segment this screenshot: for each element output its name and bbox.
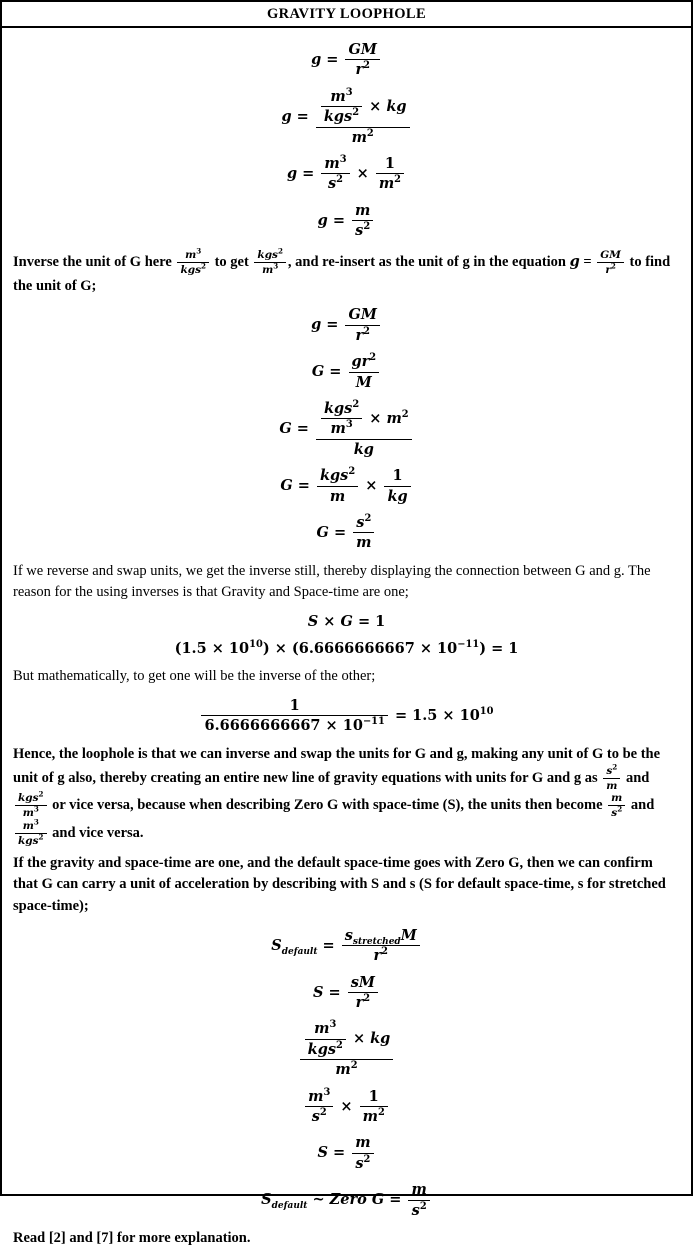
math-run: m [22, 819, 34, 832]
fraction [316, 400, 412, 458]
superscript: 2 [277, 246, 283, 256]
math-run: to get [210, 253, 253, 270]
superscript: 2 [612, 762, 618, 772]
math-run: g [281, 107, 292, 125]
fraction [321, 155, 349, 193]
equation [13, 1181, 680, 1219]
superscript: 3 [323, 1086, 331, 1098]
math-run: m [185, 248, 197, 261]
math-run: m [606, 780, 618, 793]
superscript: 2 [369, 352, 377, 364]
fraction [349, 353, 380, 391]
superscript: 2 [336, 1040, 343, 1051]
equation [13, 155, 680, 193]
fraction [15, 789, 47, 820]
fraction [597, 249, 624, 276]
math-run: × [364, 97, 387, 115]
math-run: Inverse the unit of G here [13, 253, 176, 270]
math-run: = [321, 50, 344, 68]
superscript: 2 [363, 221, 371, 233]
fraction [352, 202, 373, 240]
math-run: M [400, 926, 417, 944]
superscript: 2 [364, 513, 372, 525]
superscript: 3 [345, 86, 353, 98]
math-run: = [327, 211, 351, 229]
paragraph [13, 744, 680, 847]
equation [13, 1134, 680, 1172]
math-run: g [569, 252, 580, 270]
math-run: GM [348, 41, 377, 58]
math-run: r [355, 994, 364, 1012]
math-run: s [344, 926, 353, 944]
math-run: kgs [323, 399, 353, 417]
math-run: r [355, 61, 364, 79]
math-run: r [605, 263, 611, 276]
math-run: × [335, 1097, 358, 1115]
superscript: −11 [457, 638, 480, 650]
math-run: kgs [18, 792, 39, 805]
math-run: kg [386, 97, 407, 115]
math-run: kgs [18, 834, 39, 847]
paragraph [13, 853, 680, 918]
math-run: × [347, 1030, 371, 1048]
superscript: 2 [38, 832, 44, 842]
superscript: 10 [479, 705, 494, 717]
fraction [408, 1181, 429, 1219]
equation [13, 400, 680, 458]
math-run: 6.6666666667 × 10 [204, 717, 363, 735]
superscript: 2 [401, 409, 409, 421]
superscript: 2 [617, 804, 623, 814]
superscript: 3 [33, 804, 39, 814]
equation [13, 1088, 680, 1126]
math-run: = [321, 316, 344, 334]
math-run: m [355, 201, 371, 219]
math-run: s [611, 807, 618, 820]
math-run: kg [353, 440, 374, 458]
superscript: 2 [363, 325, 370, 337]
math-run: 1 [392, 467, 403, 485]
math-run: ) = 1 [479, 639, 519, 657]
fraction [321, 400, 362, 438]
equation [13, 202, 680, 240]
superscript: 2 [363, 993, 371, 1005]
math-run: m [378, 175, 395, 193]
equation [13, 613, 680, 630]
superscript: 2 [610, 261, 616, 271]
math-run: Zero G [329, 1191, 385, 1209]
equation [13, 306, 680, 344]
subscript: stretched [352, 936, 401, 947]
superscript: 2 [200, 261, 206, 271]
superscript: 2 [319, 1107, 327, 1119]
math-run: gr [351, 353, 370, 371]
paragraph [13, 246, 680, 298]
math-run: kgs [257, 248, 278, 261]
math-run: g [286, 164, 298, 182]
math-run: m [329, 487, 346, 505]
equation [13, 974, 680, 1012]
math-run: S [313, 983, 324, 1001]
math-run: m [330, 420, 346, 438]
math-run: g [311, 316, 322, 334]
equation [13, 353, 680, 391]
math-run: and [622, 770, 650, 787]
math-run: If we reverse and swap units, we get the inverse still, thereby displaying the connection between G and g. The reason for the using inverses is that Gravity and Space-time are one; [13, 562, 651, 601]
math-run: 1 [368, 1087, 379, 1105]
fraction [321, 88, 362, 126]
math-run: = [317, 936, 340, 954]
math-run: = 1 [352, 613, 386, 631]
superscript: 2 [336, 174, 343, 186]
fraction [305, 1088, 333, 1126]
fraction [352, 1134, 373, 1172]
paragraph [13, 666, 680, 688]
fraction [201, 697, 387, 735]
document-body [2, 28, 691, 1258]
fraction [342, 927, 420, 965]
equation [13, 1020, 680, 1078]
paragraph [13, 561, 680, 605]
superscript: 2 [38, 789, 44, 799]
math-run: 1 [289, 696, 300, 714]
math-run: GM [348, 306, 377, 324]
equation [13, 88, 680, 146]
math-run: × [351, 164, 374, 182]
math-run: G [311, 363, 325, 381]
math-run: kgs [319, 467, 349, 485]
superscript: 2 [352, 399, 360, 411]
math-run: G [280, 477, 293, 495]
fraction [608, 792, 625, 819]
math-run: sM [350, 973, 375, 991]
superscript: 2 [348, 466, 356, 478]
math-run: m [355, 1134, 371, 1152]
math-run: s [327, 175, 337, 193]
math-run: S [261, 1191, 272, 1209]
superscript: 3 [345, 419, 353, 431]
math-run: GM [600, 248, 621, 261]
math-run: and [627, 797, 655, 814]
math-run: to find the unit of G; [13, 253, 671, 294]
superscript: 3 [273, 261, 279, 271]
math-run: Hence, the loophole is that we can inverse and swap the units for G and g, making any unit of G to be the unit of g also, thereby creating an entire new line of gravity equations with units for G and g as [13, 745, 661, 787]
math-run: G [316, 523, 329, 541]
fraction [348, 974, 378, 1012]
fraction [305, 1020, 346, 1058]
math-run: s [606, 765, 613, 778]
math-run: S [271, 936, 282, 954]
math-run: = 1.5 × 10 [389, 706, 480, 724]
fraction [300, 1020, 394, 1078]
superscript: 2 [377, 1107, 385, 1119]
math-run: m [262, 263, 274, 276]
fraction [345, 41, 379, 79]
superscript: 3 [339, 154, 347, 166]
math-run: s [411, 1201, 420, 1219]
math-run: s [355, 1154, 364, 1172]
math-run: M [355, 373, 372, 391]
superscript: 2 [352, 107, 360, 119]
math-run: ) × (6.6666666667 × 10 [262, 639, 458, 657]
math-run: = [579, 253, 596, 270]
math-run: kg [387, 487, 408, 505]
math-run: or vice versa, because when describing Zero G with space-time (S), the units then become [48, 797, 607, 814]
math-run: m [22, 807, 34, 820]
math-run: m [362, 1108, 378, 1125]
page-title: GRAVITY LOOPHOLE [266, 5, 427, 22]
math-run: m [611, 792, 623, 805]
fraction [360, 1088, 388, 1126]
superscript: 2 [350, 1060, 358, 1072]
equation [13, 41, 680, 79]
math-run: kg [370, 1030, 391, 1048]
math-run: s [311, 1108, 320, 1125]
math-run: m [335, 1061, 351, 1079]
math-run: , and re-insert as the unit of g in the equation [287, 253, 570, 270]
math-run: S [317, 1144, 328, 1162]
math-run: = [297, 164, 320, 182]
fraction [384, 467, 410, 505]
math-run: kgs [307, 1040, 337, 1058]
equation [13, 514, 680, 552]
fraction [376, 155, 404, 193]
math-run: m [411, 1181, 427, 1199]
equation [13, 640, 680, 657]
math-run: m [308, 1087, 324, 1105]
math-run: g [317, 211, 328, 229]
math-run: If the gravity and space-time are one, and the default space-time goes with Zero G, then we can confirm that G can carry a unit of acceleration by describing with S and s (S for default space-time, s for stretched space-time); [13, 854, 666, 915]
math-run: r [355, 326, 364, 344]
math-run: (1.5 × 10 [174, 639, 250, 657]
math-run: m [356, 534, 372, 552]
fraction [254, 246, 286, 276]
fraction [603, 762, 620, 793]
superscript: 3 [329, 1019, 337, 1031]
math-run: = [323, 983, 346, 1001]
math-run: s [355, 222, 364, 240]
superscript: 10 [249, 638, 263, 650]
math-run: = [292, 477, 315, 495]
math-run: = [291, 107, 314, 125]
math-run: s [356, 513, 365, 531]
math-run: = [384, 1191, 407, 1209]
fraction [15, 817, 47, 847]
math-run: m [314, 1020, 330, 1038]
math-run: kgs [180, 263, 201, 276]
math-run: = [291, 420, 314, 438]
equation [13, 467, 680, 505]
math-run: m [330, 87, 346, 105]
equation [13, 927, 680, 965]
math-run: ~ [307, 1191, 330, 1209]
paragraph [13, 1228, 680, 1250]
equation [13, 697, 680, 735]
math-run: = [328, 523, 352, 541]
math-run: = [327, 1144, 351, 1162]
math-run: kgs [323, 108, 353, 126]
superscript: 3 [196, 246, 202, 256]
superscript: 2 [366, 127, 374, 139]
superscript: −11 [362, 716, 385, 728]
superscript: 2 [363, 60, 370, 72]
math-run: m [386, 409, 402, 427]
math-run: = [324, 363, 347, 381]
math-run: m [351, 128, 367, 146]
fraction [345, 306, 379, 344]
superscript: 2 [381, 946, 388, 958]
math-run: G [340, 613, 353, 631]
math-run: Read [2] and [7] for more explanation. [13, 1229, 251, 1246]
superscript: 3 [33, 817, 39, 826]
subscript: default [271, 1200, 308, 1211]
title-bar [2, 2, 691, 28]
superscript: 2 [394, 174, 402, 186]
fraction [317, 467, 358, 505]
superscript: 2 [419, 1200, 427, 1212]
math-run: r [373, 947, 382, 965]
math-run: 1 [384, 154, 395, 172]
math-run: S [307, 613, 319, 631]
math-run: × [318, 613, 341, 631]
fraction [353, 514, 374, 552]
math-run: and vice versa. [48, 824, 144, 841]
math-run: G [279, 420, 292, 438]
math-run: g [311, 50, 322, 68]
fraction [316, 88, 410, 146]
fraction [177, 246, 209, 276]
math-run: But mathematically, to get one will be the inverse of the other; [13, 667, 376, 684]
subscript: default [281, 946, 318, 957]
math-run: × [360, 477, 383, 495]
superscript: 2 [363, 1153, 371, 1165]
math-run: × [364, 409, 387, 427]
math-run: m [324, 154, 340, 172]
